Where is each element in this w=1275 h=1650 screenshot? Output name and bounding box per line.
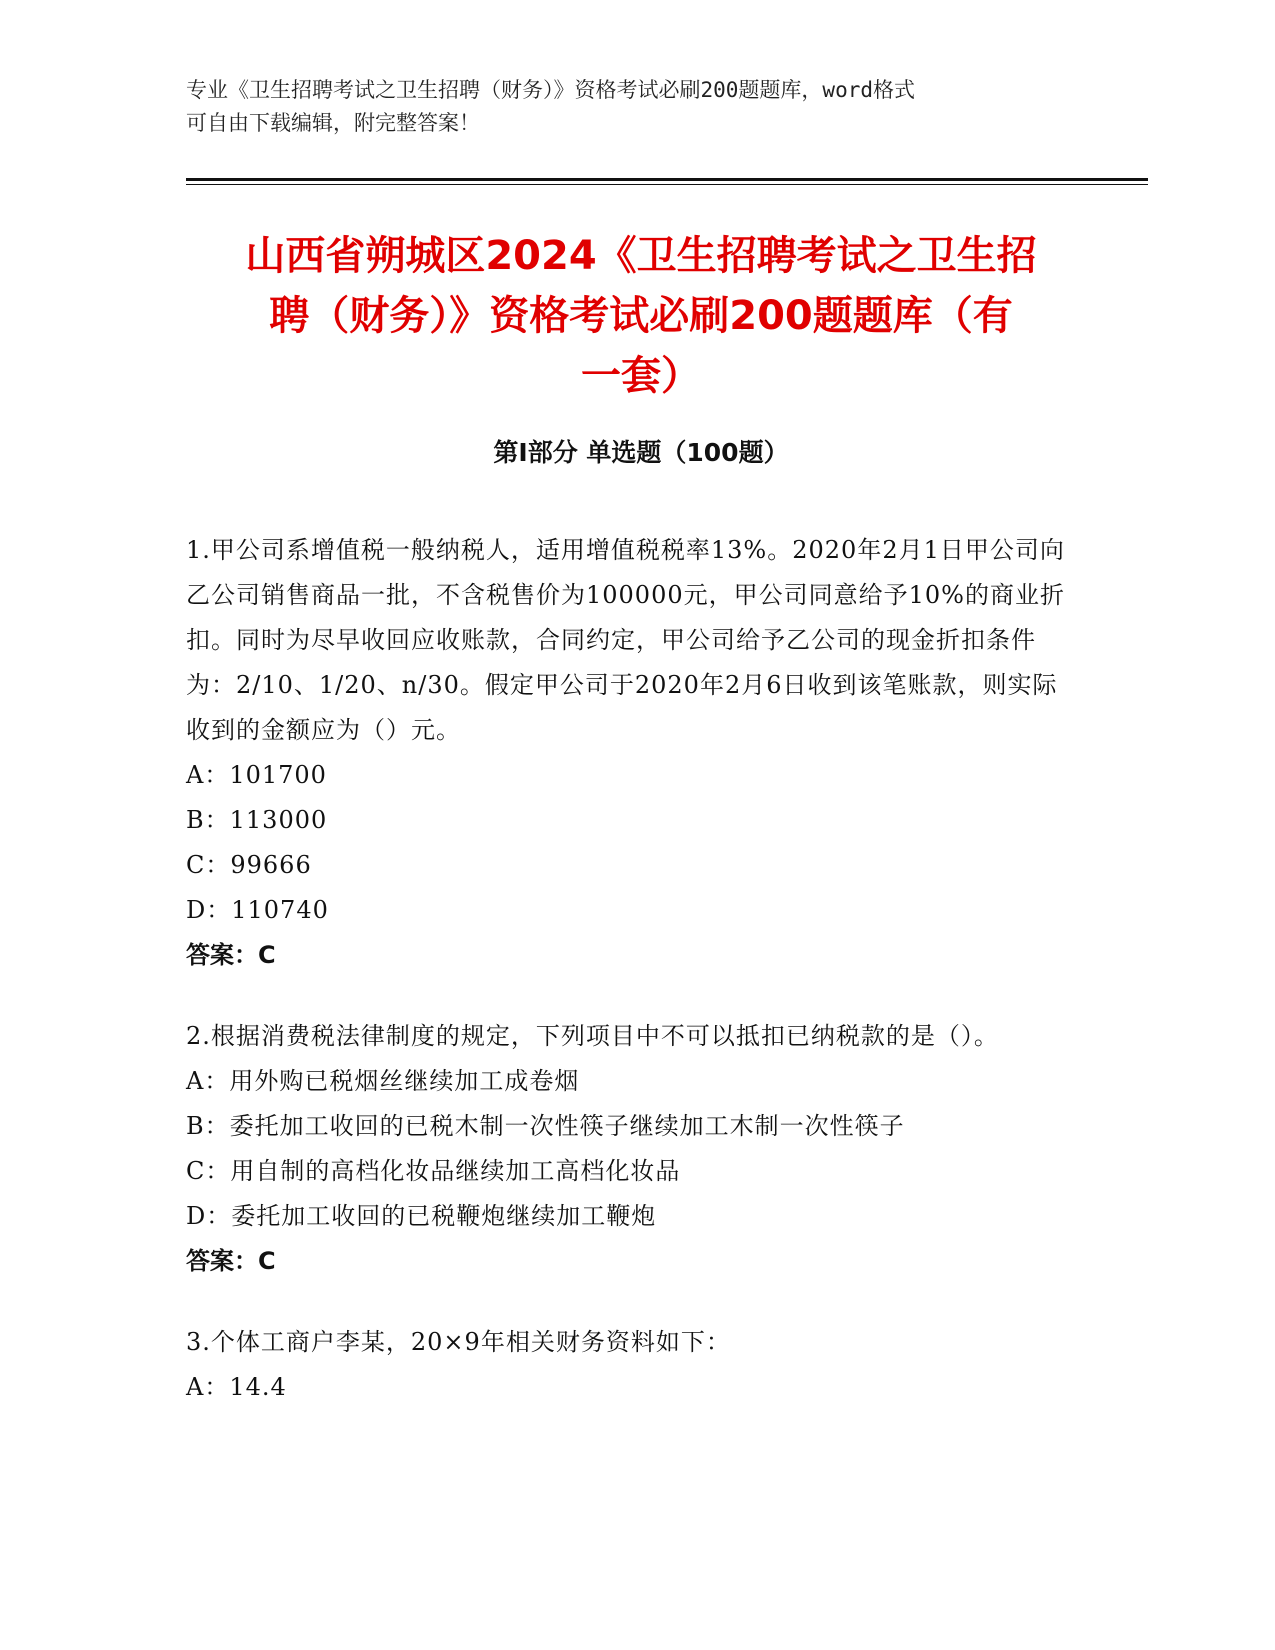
document-title-line-3: 一套）	[581, 353, 701, 399]
answer: 答案：C	[186, 941, 276, 969]
question-1	[186, 528, 1066, 978]
header-divider-thick	[186, 178, 1148, 181]
option-a: A：14.4	[186, 1373, 287, 1401]
header-note-line-2: 可自由下载编辑，附完整答案！	[186, 111, 480, 135]
answer: 答案：C	[186, 1247, 276, 1275]
section-heading: 第Ⅰ部分 单选题（100题）	[493, 438, 789, 467]
question-stem: 1.甲公司系增值税一般纳税人，适用增值税税率13%。2020年2月1日甲公司向乙公司销售商品一批，不含税售价为100000元，甲公司同意给予10%的商业折扣。同时为尽早收回应收账款，合同约定，甲公司给予乙公司的现金折扣条件为：2/10、1/20、n/30。假定甲公司于2020年2月6日收到该笔账款，则实际收到的金额应为（）元。	[186, 536, 1065, 744]
question-3	[186, 1320, 1066, 1410]
document-title-line-1: 山西省朔城区2024《卫生招聘考试之卫生招	[245, 233, 1037, 279]
question-stem: 3.个体工商户李某，20×9年相关财务资料如下：	[186, 1328, 731, 1356]
option-d: D：委托加工收回的已税鞭炮继续加工鞭炮	[186, 1202, 657, 1230]
option-b: B：113000	[186, 806, 328, 834]
option-c: C：用自制的高档化妆品继续加工高档化妆品	[186, 1157, 681, 1185]
document-title-line-2: 聘（财务）》资格考试必刷200题题库（有	[269, 293, 1013, 339]
option-a: A：用外购已税烟丝继续加工成卷烟	[186, 1067, 580, 1095]
option-c: C：99666	[186, 851, 312, 879]
header-note-line-1: 专业《卫生招聘考试之卫生招聘（财务）》资格考试必刷200题题库，word格式	[186, 78, 915, 102]
header-divider-thin	[186, 184, 1148, 185]
header-note	[186, 74, 1066, 140]
option-b: B：委托加工收回的已税木制一次性筷子继续加工木制一次性筷子	[186, 1112, 905, 1140]
question-list	[186, 528, 1066, 1446]
question-stem: 2.根据消费税法律制度的规定，下列项目中不可以抵扣已纳税款的是（）。	[186, 1022, 999, 1050]
question-2	[186, 1014, 1066, 1284]
option-d: D：110740	[186, 896, 329, 924]
document-title	[186, 226, 1096, 406]
option-a: A：101700	[186, 761, 327, 789]
